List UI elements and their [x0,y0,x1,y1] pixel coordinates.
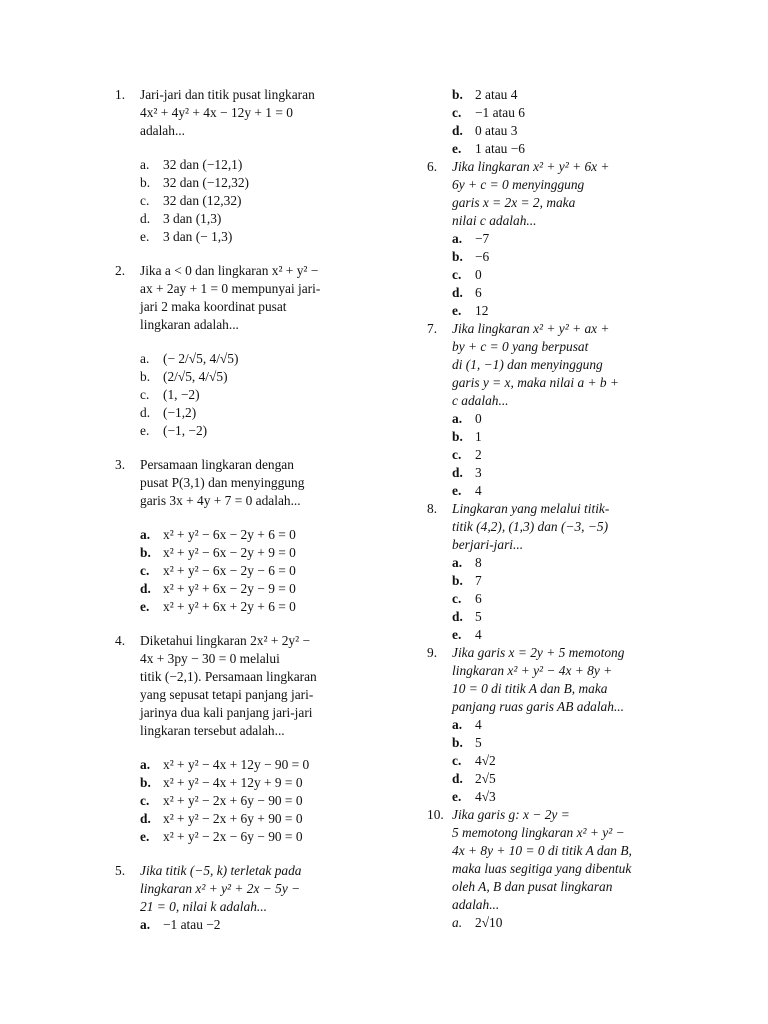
question-text-line: Jika lingkaran x² + y² + 6x + [452,159,610,174]
answer-options [452,554,677,644]
option-text: 0 [475,411,482,426]
option-letter: b. [140,545,151,560]
question-text-line: garis y = x, maka nilai a + b + [452,375,619,390]
right-column [427,86,677,932]
option-text: −1 atau 6 [475,105,525,120]
question-block [115,86,365,246]
answer-option [452,734,677,752]
question-text-line: yang sepusat tetapi panjang jari- [140,687,314,702]
option-letter: c. [140,563,150,578]
answer-options [452,86,677,158]
answer-option [140,598,365,616]
question-block [427,320,677,500]
question-text-line: 4x + 3py − 30 = 0 melalui [140,651,280,666]
option-letter: e. [140,229,150,244]
question-text-line: oleh A, B dan pusat lingkaran [452,879,613,894]
answer-option [452,770,677,788]
question-number: 3. [115,457,126,472]
option-letter: d. [452,123,463,138]
question-block [427,500,677,644]
option-letter: e. [140,829,150,844]
answer-option [140,828,365,846]
option-text: 5 [475,735,482,750]
question-text-line: Jika garis x = 2y + 5 memotong [452,645,625,660]
answer-option [140,174,365,192]
answer-option [140,422,365,440]
answer-option [140,562,365,580]
question-text-line: titik (−2,1). Persamaan lingkaran [140,669,317,684]
answer-option [452,140,677,158]
answer-option [452,86,677,104]
option-letter: a. [140,351,150,366]
option-letter: b. [140,369,151,384]
answer-option [140,368,365,386]
option-text: 4√3 [475,789,496,804]
question-block [115,456,365,616]
question-text-line: jari 2 maka koordinat pusat [140,299,287,314]
question-text-line: Jika lingkaran x² + y² + ax + [452,321,610,336]
option-text: x² + y² − 4x + 12y − 90 = 0 [163,757,310,772]
option-letter: d. [140,811,151,826]
option-letter: b. [140,775,151,790]
option-text: 6 [475,591,482,606]
question-text-line: Jari-jari dan titik pusat lingkaran [140,87,315,102]
question-number: 7. [427,321,438,336]
answer-option [452,482,677,500]
option-text: −1 atau −2 [163,917,221,932]
answer-option [140,792,365,810]
option-text: x² + y² + 6x + 2y + 6 = 0 [163,599,296,614]
option-letter: a. [140,757,151,772]
spacer [140,740,365,756]
option-letter: e. [140,599,150,614]
answer-option [140,580,365,598]
question-number: 9. [427,645,438,660]
question-text-line: 4x² + 4y² + 4x − 12y + 1 = 0 [140,105,293,120]
option-letter: a. [452,555,463,570]
spacer [115,246,365,262]
question-text-line: lingkaran adalah... [140,317,239,332]
option-text: 4 [475,627,482,642]
answer-option [140,192,365,210]
option-text: 32 dan (−12,32) [163,175,250,190]
question-block [427,86,677,158]
question-text-line: lingkaran x² + y² + 2x − 5y − [140,881,301,896]
option-text: 5 [475,609,482,624]
option-letter: b. [140,175,151,190]
question-text-line: jarinya dua kali panjang jari-jari [140,705,313,720]
question-text-line: 10 = 0 di titik A dan B, maka [452,681,608,696]
answer-options [140,526,365,616]
answer-option [452,554,677,572]
option-text: −6 [475,249,490,264]
answer-option [452,572,677,590]
answer-option [452,590,677,608]
question-block [115,262,365,440]
option-letter: c. [452,267,462,282]
option-text: 3 dan (1,3) [163,211,222,226]
answer-option [452,302,677,320]
option-text: (− 2/√5, 4/√5) [163,351,239,366]
question-number: 5. [115,863,126,878]
option-text: 7 [475,573,482,588]
answer-option [140,810,365,828]
question-text-line: garis 3x + 4y + 7 = 0 adalah... [140,493,301,508]
option-text: (2/√5, 4/√5) [163,369,228,384]
option-letter: d. [140,581,151,596]
option-letter: c. [140,193,150,208]
question-text-line: 5 memotong lingkaran x² + y² − [452,825,625,840]
question-block [115,862,365,934]
option-text: −7 [475,231,490,246]
option-letter: e. [452,789,462,804]
question-text-line: ax + 2ay + 1 = 0 mempunyai jari- [140,281,321,296]
option-text: (−1, −2) [163,423,208,438]
answer-option [452,446,677,464]
answer-options [452,716,677,806]
option-text: 2√5 [475,771,496,786]
question-text-line: c adalah... [452,393,509,408]
option-text: x² + y² + 6x − 2y − 9 = 0 [163,581,296,596]
question-text-line: 21 = 0, nilai k adalah... [140,899,267,914]
answer-options [452,410,677,500]
option-text: (1, −2) [163,387,200,402]
option-letter: d. [140,211,151,226]
answer-options [140,916,365,934]
answer-option [452,104,677,122]
answer-option [452,248,677,266]
answer-option [452,716,677,734]
option-letter: b. [452,87,463,102]
option-text: 4√2 [475,753,496,768]
spacer [115,440,365,456]
answer-option [140,210,365,228]
answer-option [140,916,365,934]
answer-option [452,464,677,482]
question-text-line: Jika garis g: x − 2y = [452,807,570,822]
spacer [140,510,365,526]
option-letter: c. [452,105,462,120]
left-column [115,86,365,934]
option-text: 12 [475,303,489,318]
question-number: 2. [115,263,126,278]
option-letter: c. [140,793,150,808]
option-letter: b. [452,735,463,750]
question-text-line: lingkaran x² + y² − 4x + 8y + [452,663,613,678]
answer-option [140,350,365,368]
answer-options [452,230,677,320]
option-letter: b. [452,249,463,264]
question-text-line: maka luas segitiga yang dibentuk [452,861,632,876]
question-text-line: garis x = 2x = 2, maka [452,195,576,210]
question-text-line: 6y + c = 0 menyinggung [452,177,585,192]
answer-option [140,774,365,792]
option-text: x² + y² − 2x − 6y − 90 = 0 [163,829,303,844]
answer-option [452,410,677,428]
question-text-line: adalah... [140,123,185,138]
question-text-line: Jika titik (−5, k) terletak pada [140,863,302,878]
answer-option [140,526,365,544]
question-text-line: adalah... [452,897,500,912]
spacer [140,140,365,156]
option-text: 2 atau 4 [475,87,518,102]
answer-options [140,756,365,846]
option-letter: a. [452,915,463,930]
option-letter: e. [452,303,462,318]
question-number: 10. [427,807,444,822]
option-text: 2 [475,447,482,462]
question-number: 8. [427,501,438,516]
question-text-line: Jika a < 0 dan lingkaran x² + y² − [140,263,319,278]
answer-options [140,350,365,440]
option-letter: c. [140,387,150,402]
question-text-line: 4x + 8y + 10 = 0 di titik A dan B, [452,843,632,858]
spacer [115,846,365,862]
option-text: x² + y² − 4x + 12y + 9 = 0 [163,775,303,790]
question-text-line: panjang ruas garis AB adalah... [452,699,624,714]
question-number: 4. [115,633,126,648]
option-letter: d. [452,465,463,480]
question-text-line: by + c = 0 yang berpusat [452,339,589,354]
question-text-line: titik (4,2), (1,3) dan (−3, −5) [452,519,609,534]
answer-option [452,914,677,932]
option-text: x² + y² − 6x − 2y + 6 = 0 [163,527,296,542]
option-text: x² + y² − 2x + 6y + 90 = 0 [163,811,303,826]
answer-option [452,230,677,248]
option-letter: c. [452,753,462,768]
spacer [115,616,365,632]
answer-option [140,404,365,422]
option-letter: a. [452,411,463,426]
question-text-line: Diketahui lingkaran 2x² + 2y² − [140,633,311,648]
answer-option [452,608,677,626]
option-text: x² + y² − 6x − 2y − 6 = 0 [163,563,296,578]
option-text: x² + y² − 6x − 2y + 9 = 0 [163,545,296,560]
option-letter: c. [452,447,462,462]
question-text-line: pusat P(3,1) dan menyinggung [140,475,305,490]
question-text-line: nilai c adalah... [452,213,537,228]
option-text: 0 [475,267,482,282]
question-number: 1. [115,87,126,102]
answer-option [452,788,677,806]
option-text: 3 dan (− 1,3) [163,229,233,244]
answer-option [140,544,365,562]
option-letter: a. [140,527,151,542]
spacer [140,334,365,350]
question-text-line: Persamaan lingkaran dengan [140,457,294,472]
option-letter: e. [452,627,462,642]
option-letter: b. [452,429,463,444]
option-letter: e. [140,423,150,438]
option-text: 8 [475,555,482,570]
option-text: (−1,2) [163,405,197,420]
answer-option [452,284,677,302]
option-text: 4 [475,483,482,498]
answer-option [140,756,365,774]
option-text: 32 dan (−12,1) [163,157,243,172]
option-letter: d. [452,285,463,300]
option-text: 3 [475,465,482,480]
option-text: 32 dan (12,32) [163,193,242,208]
option-text: 2√10 [475,915,503,930]
question-text-line: Lingkaran yang melalui titik- [452,501,610,516]
option-letter: a. [140,157,150,172]
answer-option [452,428,677,446]
option-letter: e. [452,483,462,498]
option-text: 1 atau −6 [475,141,525,156]
question-text-line: di (1, −1) dan menyinggung [452,357,603,372]
answer-option [140,156,365,174]
answer-option [452,626,677,644]
option-text: 1 [475,429,482,444]
option-text: 0 atau 3 [475,123,518,138]
question-text-line: lingkaran tersebut adalah... [140,723,285,738]
option-letter: e. [452,141,462,156]
question-block [427,644,677,806]
option-letter: d. [452,771,463,786]
option-letter: a. [452,717,463,732]
option-letter: b. [452,573,463,588]
question-block [427,158,677,320]
answer-options [140,156,365,246]
option-text: 6 [475,285,482,300]
answer-option [452,752,677,770]
answer-option [140,228,365,246]
option-letter: a. [452,231,463,246]
option-text: x² + y² − 2x + 6y − 90 = 0 [163,793,303,808]
option-letter: d. [140,405,151,420]
question-number: 6. [427,159,438,174]
answer-option [140,386,365,404]
option-letter: a. [140,917,151,932]
question-block [427,806,677,932]
answer-option [452,122,677,140]
option-letter: d. [452,609,463,624]
option-text: 4 [475,717,482,732]
option-letter: c. [452,591,462,606]
answer-options [452,914,677,932]
answer-option [452,266,677,284]
question-block [115,632,365,846]
question-text-line: berjari-jari... [452,537,524,552]
